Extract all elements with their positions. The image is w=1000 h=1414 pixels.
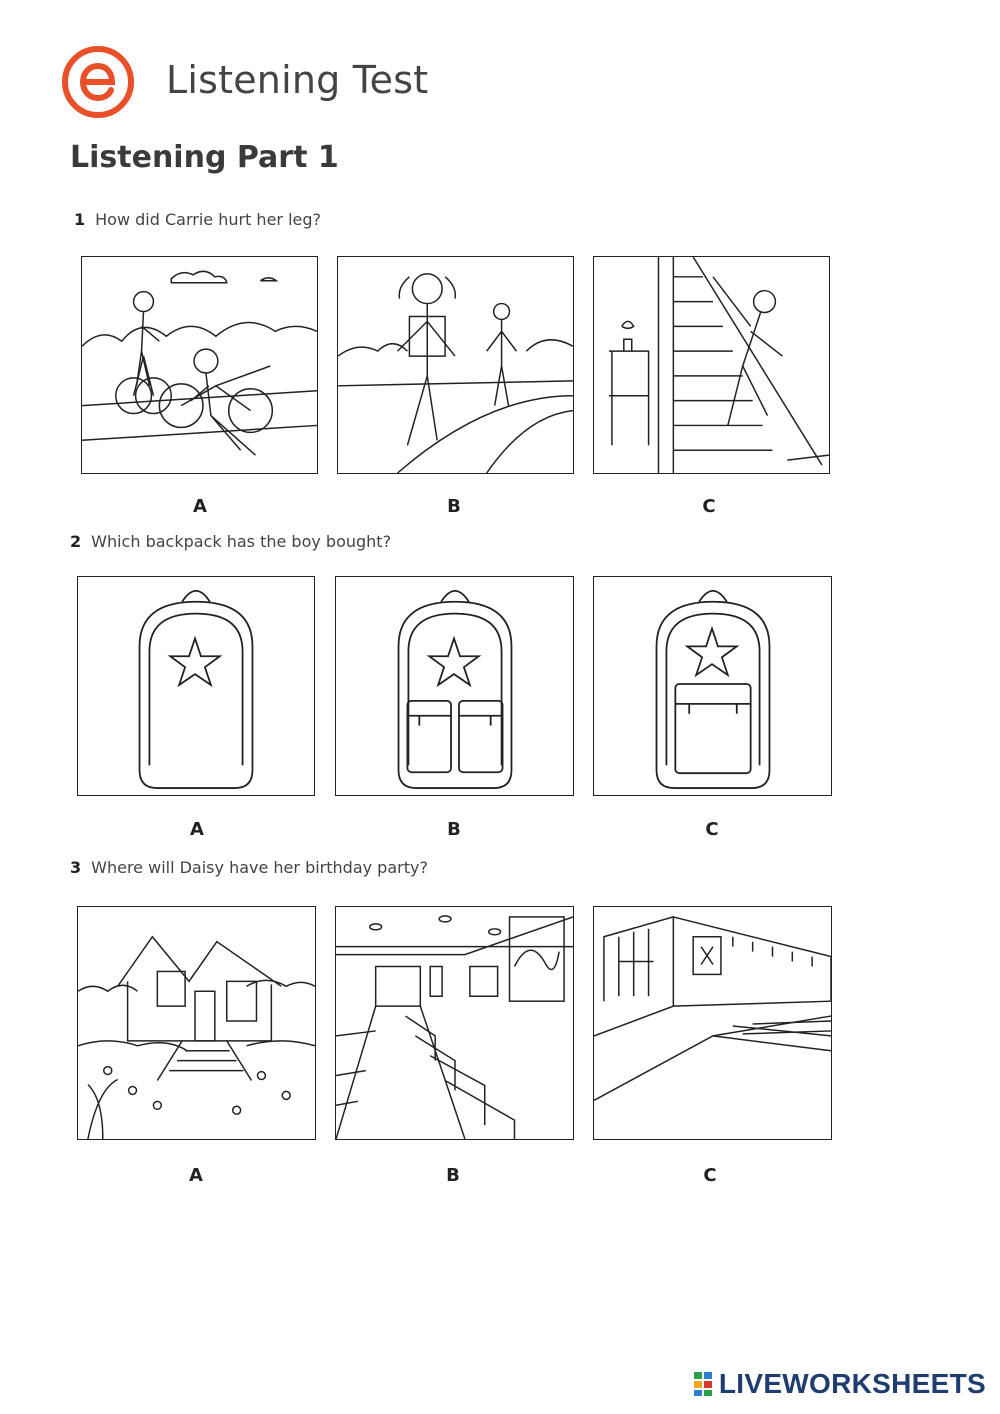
restaurant-picture[interactable] [335, 906, 574, 1140]
option-label-1b: B [447, 496, 461, 517]
stairs-fall-picture[interactable] [593, 256, 830, 474]
question-2 [70, 532, 391, 551]
sports-centre-pool-picture[interactable] [593, 906, 832, 1140]
running-girls-picture[interactable] [337, 256, 574, 474]
question-text: How did Carrie hurt her leg? [95, 210, 322, 229]
option-label-2b: B [447, 819, 461, 840]
part-title: Listening Part 1 [70, 140, 339, 175]
question-text: Where will Daisy have her birthday party? [91, 858, 428, 877]
question-1 [74, 210, 321, 229]
option-label-1a: A [193, 496, 207, 517]
page-header-title: Listening Test [166, 58, 429, 102]
option-label-2a: A [190, 819, 204, 840]
house-garden-picture[interactable] [77, 906, 316, 1140]
question-text: Which backpack has the boy bought? [91, 532, 392, 551]
option-label-1c: C [702, 496, 716, 517]
e-logo-icon [60, 44, 140, 120]
brand-text: LIVEWORKSHEETS [718, 1368, 986, 1399]
question-number: 2 [70, 532, 82, 551]
liveworksheets-icon [693, 1371, 715, 1397]
backpack-star-only-picture[interactable] [77, 576, 315, 796]
question-3 [70, 858, 428, 877]
liveworksheets-brand[interactable] [693, 1366, 986, 1402]
backpack-one-pocket-picture[interactable] [593, 576, 832, 796]
bicycle-fall-picture[interactable] [81, 256, 318, 474]
option-label-3b: B [446, 1165, 460, 1186]
question-number: 1 [74, 210, 86, 229]
question-number: 3 [70, 858, 82, 877]
option-label-3c: C [703, 1165, 717, 1186]
option-label-3a: A [189, 1165, 203, 1186]
backpack-two-pockets-picture[interactable] [335, 576, 574, 796]
option-label-2c: C [705, 819, 719, 840]
